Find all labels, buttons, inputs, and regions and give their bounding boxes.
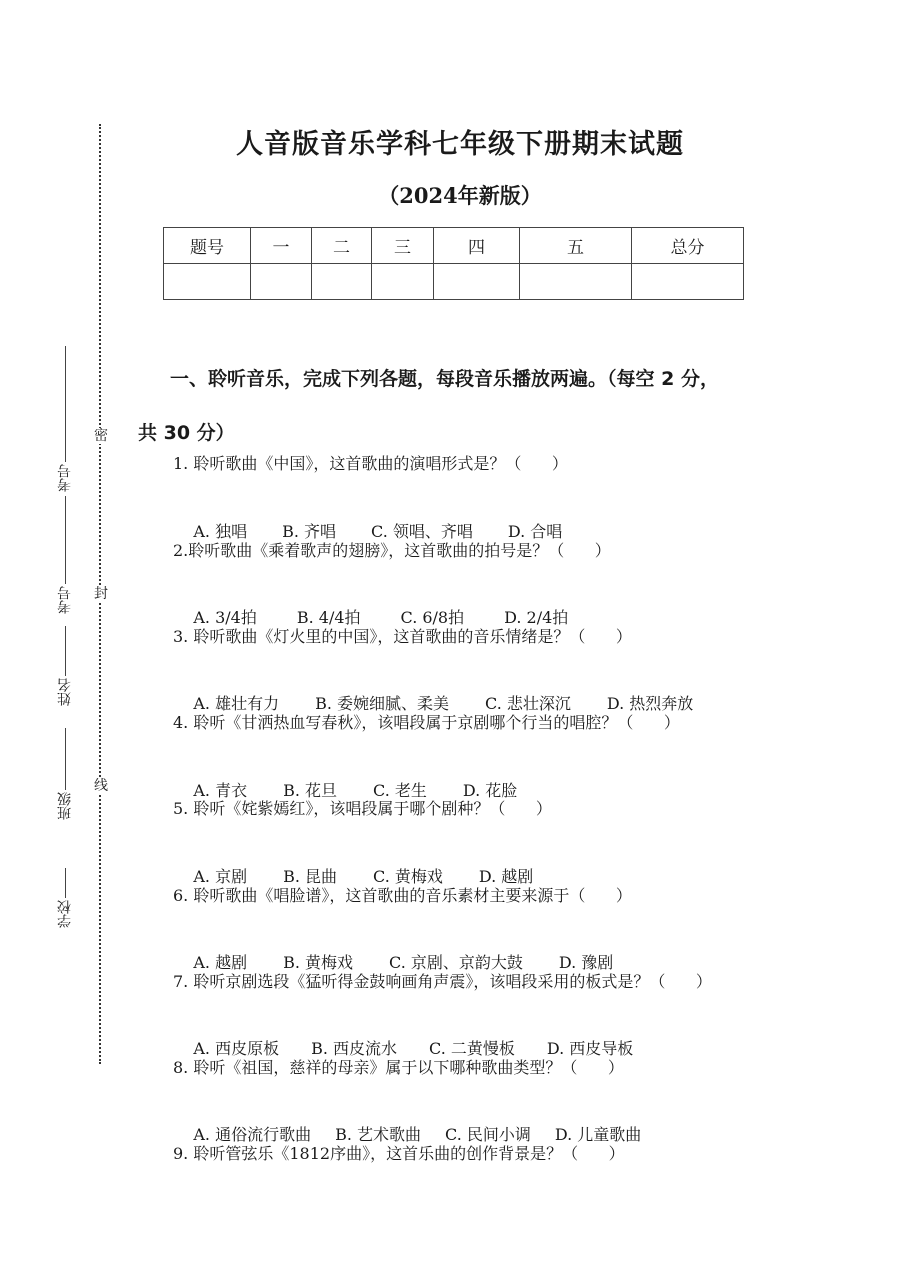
option[interactable]: C. 京剧、京韵大鼓 — [389, 953, 523, 972]
section-one-text-1: 一、聆听音乐，完成下列各题，每段音乐播放两遍。（每空 2 分， — [170, 368, 719, 390]
question-3-stem: 3. 聆听歌曲《灯火里的中国》，这首歌曲的音乐情绪是？（ ） — [173, 627, 632, 646]
option[interactable]: D. 2/4拍 — [504, 608, 569, 627]
option[interactable]: D. 儿童歌曲 — [554, 1125, 642, 1144]
exam-number-field[interactable] — [55, 346, 75, 492]
option[interactable]: D. 花脸 — [462, 781, 518, 800]
class-line — [65, 728, 66, 790]
score-entry-cell[interactable] — [164, 264, 251, 300]
exam-subtitle: （2024年新版） — [378, 183, 542, 208]
option[interactable]: C. 领唱、齐唱 — [371, 522, 473, 541]
score-entry-cell[interactable] — [251, 264, 312, 300]
option[interactable]: C. 民间小调 — [445, 1125, 531, 1144]
exam-number-line — [65, 346, 66, 462]
school-line — [65, 868, 66, 898]
question-6-stem: 6. 聆听歌曲《唱脸谱》，这首歌曲的音乐素材主要来源于（ ） — [173, 886, 632, 905]
score-entry-cell[interactable] — [372, 264, 434, 300]
question-2-stem: 2.聆听歌曲《乘着歌声的翅膀》，这首歌曲的拍号是？（ ） — [173, 541, 611, 560]
option[interactable]: A. 独唱 — [193, 522, 248, 541]
option[interactable]: D. 合唱 — [507, 522, 563, 541]
question-8-stem: 8. 聆听《祖国，慈祥的母亲》属于以下哪种歌曲类型？（ ） — [173, 1058, 624, 1077]
score-entry-cell[interactable] — [632, 264, 744, 300]
exam-number-label: 考号 — [57, 464, 73, 492]
option[interactable]: B. 4/4拍 — [296, 608, 361, 627]
exam-number-field-2[interactable] — [55, 496, 75, 614]
question-7-stem: 7. 聆听京剧选段《猛听得金鼓响画角声震》，该唱段采用的板式是？（ ） — [173, 972, 712, 991]
option[interactable]: A. 3/4拍 — [193, 608, 257, 627]
option[interactable]: C. 6/8拍 — [400, 608, 465, 627]
score-header-cell: 总分 — [632, 228, 744, 264]
option[interactable]: B. 委婉细腻、柔美 — [315, 694, 450, 713]
option[interactable]: B. 齐唱 — [282, 522, 337, 541]
score-table-entry-row — [164, 264, 744, 300]
option[interactable]: A. 青衣 — [193, 781, 248, 800]
score-header-cell: 一 — [251, 228, 312, 264]
option[interactable]: B. 艺术歌曲 — [335, 1125, 422, 1144]
section-one-line-1 — [138, 352, 788, 406]
option[interactable]: B. 花旦 — [283, 781, 338, 800]
seal-char-xian: 线 — [94, 778, 108, 794]
school-field[interactable] — [55, 868, 75, 928]
option[interactable]: D. 越剧 — [478, 867, 534, 886]
seal-char-feng: 封 — [94, 586, 108, 602]
option[interactable]: A. 越剧 — [193, 953, 248, 972]
question-1-stem: 1. 聆听歌曲《中国》，这首歌曲的演唱形式是？（ ） — [173, 454, 568, 473]
score-table-header-row — [164, 228, 744, 264]
option[interactable]: B. 西皮流水 — [311, 1039, 398, 1058]
class-label: 班级 — [57, 792, 73, 820]
score-header-cell: 题号 — [164, 228, 251, 264]
score-entry-cell[interactable] — [520, 264, 632, 300]
school-label: 学校 — [57, 900, 73, 928]
score-header-cell: 五 — [520, 228, 632, 264]
name-label: 姓名 — [57, 678, 73, 706]
class-field[interactable] — [55, 728, 75, 820]
score-entry-cell[interactable] — [312, 264, 372, 300]
option[interactable]: A. 京剧 — [193, 867, 248, 886]
option[interactable]: C. 悲壮深沉 — [485, 694, 571, 713]
option[interactable]: B. 昆曲 — [283, 867, 338, 886]
name-line — [65, 626, 66, 676]
option[interactable]: C. 二黄慢板 — [429, 1039, 515, 1058]
section-one-heading — [138, 352, 788, 460]
score-entry-cell[interactable] — [434, 264, 520, 300]
option[interactable]: D. 西皮导板 — [546, 1039, 634, 1058]
section-one-line-2: 共 30 分） — [138, 422, 235, 444]
option[interactable]: A. 通俗流行歌曲 — [193, 1125, 312, 1144]
exam-number-label-2: 考号 — [57, 586, 73, 614]
option[interactable]: C. 黄梅戏 — [373, 867, 443, 886]
exam-number-line-2 — [65, 496, 66, 584]
option[interactable]: D. 豫剧 — [558, 953, 614, 972]
question-4-stem: 4. 聆听《甘洒热血写春秋》，该唱段属于京剧哪个行当的唱腔？（ ） — [173, 713, 680, 732]
seal-char-mi: 密 — [94, 428, 108, 444]
option[interactable]: A. 西皮原板 — [193, 1039, 280, 1058]
score-header-cell: 二 — [312, 228, 372, 264]
question-9-stem: 9. 聆听管弦乐《1812序曲》，这首乐曲的创作背景是？（ ） — [173, 1144, 625, 1163]
name-field[interactable] — [55, 626, 75, 706]
score-header-cell: 四 — [434, 228, 520, 264]
option[interactable]: C. 老生 — [373, 781, 427, 800]
option[interactable]: D. 热烈奔放 — [606, 694, 694, 713]
question-5-stem: 5. 聆听《姹紫嫣红》，该唱段属于哪个剧种？（ ） — [173, 799, 552, 818]
option[interactable]: A. 雄壮有力 — [193, 694, 280, 713]
option[interactable]: B. 黄梅戏 — [283, 953, 354, 972]
exam-title: 人音版音乐学科七年级下册期末试题 — [236, 129, 684, 160]
score-header-cell: 三 — [372, 228, 434, 264]
score-table — [163, 227, 744, 300]
